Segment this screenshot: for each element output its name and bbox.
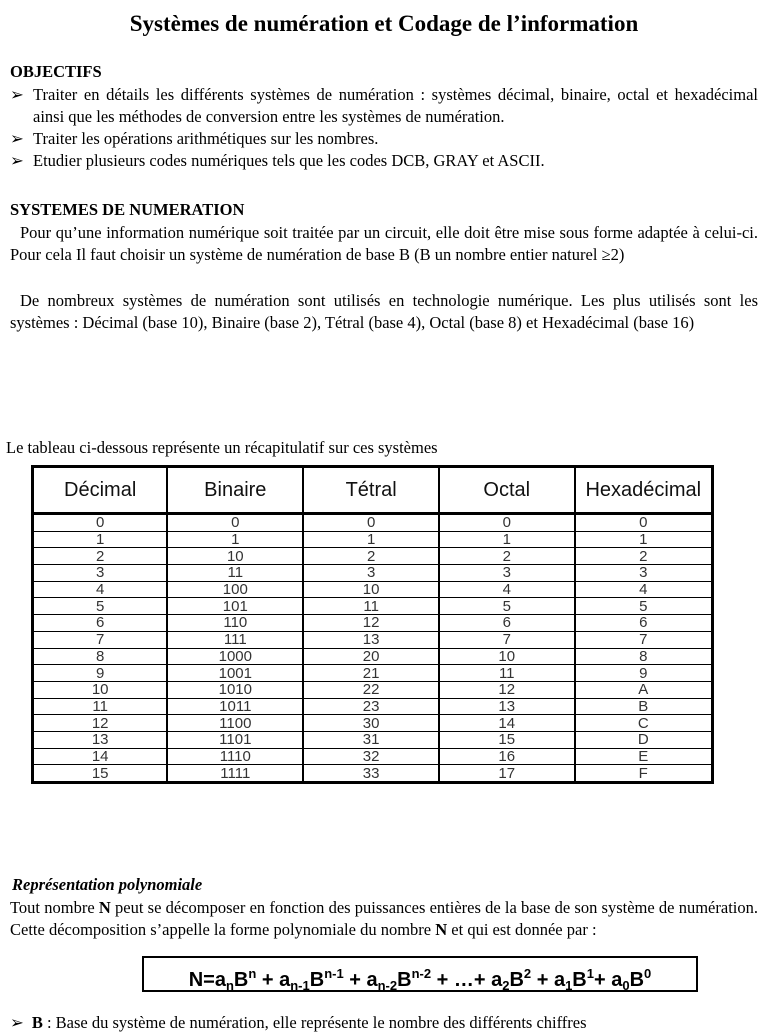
table-cell-decimal: 9 [33, 665, 168, 682]
page-title: Systèmes de numération et Codage de l’information [129, 11, 639, 36]
column-header-tetral: Tétral [303, 467, 439, 514]
table-cell-tetral: 22 [303, 681, 439, 698]
formula-coef-index: 0 [622, 978, 630, 993]
table-row [33, 648, 713, 665]
table-cell-tetral: 33 [303, 765, 439, 783]
formula-base: B [309, 969, 325, 991]
table-cell-binaire: 0 [167, 514, 303, 532]
column-header-octal: Octal [439, 467, 575, 514]
table-cell-hexadecimal: E [575, 748, 713, 765]
table-cell-binaire: 1011 [167, 698, 303, 715]
table-row [33, 681, 713, 698]
table-cell-hexadecimal: C [575, 715, 713, 732]
table-cell-hexadecimal: A [575, 681, 713, 698]
formula-base: B [572, 969, 587, 991]
table-cell-octal: 4 [439, 581, 575, 598]
formula-coef: a [491, 969, 503, 991]
arrow-bullet-icon: ➢ [10, 151, 24, 170]
table-cell-binaire: 1111 [167, 765, 303, 783]
table-cell-tetral: 2 [303, 548, 439, 565]
formula-coef: a [214, 969, 226, 991]
formula-exponent: 0 [644, 966, 652, 981]
table-cell-hexadecimal: D [575, 731, 713, 748]
table-cell-decimal: 7 [33, 631, 168, 648]
objectif-text: Traiter les opérations arithmétiques sur les nombres. [33, 129, 379, 148]
table-header-row [33, 467, 713, 514]
table-cell-tetral: 11 [303, 598, 439, 615]
table-cell-binaire: 101 [167, 598, 303, 615]
table-cell-octal: 0 [439, 514, 575, 532]
arrow-bullet-icon: ➢ [10, 129, 24, 148]
table-cell-binaire: 1 [167, 531, 303, 548]
table-cell-binaire: 11 [167, 565, 303, 582]
table-row [33, 715, 713, 732]
table-cell-octal: 1 [439, 531, 575, 548]
table-cell-octal: 12 [439, 681, 575, 698]
formula-operator: + [593, 969, 612, 991]
formula-lhs: N= [188, 969, 215, 991]
table-cell-binaire: 110 [167, 615, 303, 632]
formula-base: B [233, 969, 249, 991]
table-row [33, 748, 713, 765]
table-cell-octal: 15 [439, 731, 575, 748]
formula-operator: + …+ [431, 969, 492, 991]
table-cell-binaire: 10 [167, 548, 303, 565]
table-cell-octal: 13 [439, 698, 575, 715]
table-row [33, 565, 713, 582]
formula-coef: a [366, 969, 378, 991]
table-row [33, 598, 713, 615]
list-item [10, 150, 758, 172]
objectifs-list [10, 84, 758, 172]
arrow-bullet-icon: ➢ [10, 1013, 24, 1032]
table-cell-tetral: 32 [303, 748, 439, 765]
formula-exponent: 1 [586, 966, 594, 981]
objectif-text: Etudier plusieurs codes numériques tels que les codes DCB, GRAY et ASCII. [33, 151, 545, 170]
table-cell-decimal: 12 [33, 715, 168, 732]
table-cell-octal: 7 [439, 631, 575, 648]
table-cell-binaire: 100 [167, 581, 303, 598]
table-row [33, 731, 713, 748]
table-cell-hexadecimal: 6 [575, 615, 713, 632]
table-cell-tetral: 12 [303, 615, 439, 632]
list-item [10, 128, 758, 150]
systemes-paragraph-2: De nombreux systèmes de numération sont utilisés en technologie numérique. Les plus utilisés sont les systèmes : Décimal (base 10), Binaire (base 2), Tétral (base 4), Octal (base 8) et Hexadécimal (base 16) [10, 291, 758, 332]
table-row [33, 531, 713, 548]
table-cell-binaire: 1010 [167, 681, 303, 698]
table-cell-decimal: 6 [33, 615, 168, 632]
formula-base: B [629, 969, 645, 991]
representation-paragraph [10, 897, 758, 941]
table-cell-hexadecimal: 2 [575, 548, 713, 565]
formula-exponent: n-2 [411, 966, 432, 981]
formula-coef-index: n-1 [290, 978, 310, 993]
table-cell-decimal: 11 [33, 698, 168, 715]
table-cell-octal: 11 [439, 665, 575, 682]
formula-base: B [397, 969, 412, 991]
table-body [33, 514, 713, 783]
table-cell-decimal: 1 [33, 531, 168, 548]
formula-coef: a [279, 969, 291, 991]
formula-coef-index: 1 [565, 978, 573, 993]
formula-coef-index: n-2 [377, 978, 398, 993]
table-intro: Le tableau ci-dessous représente un récapitulatif sur ces systèmes [6, 438, 438, 457]
table-cell-tetral: 1 [303, 531, 439, 548]
table-cell-hexadecimal: 8 [575, 648, 713, 665]
formula-coef: a [611, 969, 623, 991]
systemes-paragraph-1: Pour qu’une information numérique soit traitée par un circuit, elle doit être mise sous forme adaptée à celui-ci. Pour cela Il faut choisir un système de numération de base B (B un nombre entier naturel ≥2) [10, 223, 758, 264]
objectifs-heading: OBJECTIFS [10, 62, 102, 81]
table-row [33, 765, 713, 783]
table-cell-octal: 17 [439, 765, 575, 783]
formula-coef: a [553, 969, 566, 991]
bottom-bullet-text: : Base du système de numération, elle représente le nombre des différents chiffres [42, 1013, 587, 1032]
table-row [33, 615, 713, 632]
formula-exponent: n [248, 966, 257, 981]
table-cell-binaire: 1101 [167, 731, 303, 748]
table-row [33, 631, 713, 648]
table-cell-decimal: 8 [33, 648, 168, 665]
polynomial-formula [142, 956, 698, 992]
arrow-bullet-icon: ➢ [10, 85, 24, 104]
table-cell-tetral: 20 [303, 648, 439, 665]
table-cell-hexadecimal: B [575, 698, 713, 715]
table-cell-tetral: 30 [303, 715, 439, 732]
table-cell-tetral: 31 [303, 731, 439, 748]
numeration-table [31, 465, 714, 784]
formula-operator: + [531, 969, 554, 991]
table-cell-octal: 3 [439, 565, 575, 582]
table-row [33, 665, 713, 682]
table-cell-binaire: 1110 [167, 748, 303, 765]
table-cell-octal: 16 [439, 748, 575, 765]
column-header-hexadecimal: Hexadécimal [575, 467, 713, 514]
table-cell-hexadecimal: 9 [575, 665, 713, 682]
formula-exponent: 2 [523, 966, 532, 981]
symbol-n: N [435, 920, 448, 939]
bottom-bullet [10, 1012, 758, 1034]
table-cell-octal: 6 [439, 615, 575, 632]
table-cell-octal: 14 [439, 715, 575, 732]
table-row [33, 581, 713, 598]
representation-text: peut se décomposer en fonction des puissances entières de la base de son système de numération. Cette décomposition s’appelle la forme polynomiale du nombre [10, 898, 758, 939]
formula-terms [214, 966, 652, 993]
formula-operator: + [343, 969, 367, 991]
table-cell-tetral: 21 [303, 665, 439, 682]
table-cell-binaire: 1001 [167, 665, 303, 682]
table-cell-binaire: 1000 [167, 648, 303, 665]
table-cell-hexadecimal: 0 [575, 514, 713, 532]
table-cell-tetral: 23 [303, 698, 439, 715]
table-cell-binaire: 111 [167, 631, 303, 648]
table-cell-decimal: 13 [33, 731, 168, 748]
representation-text: Tout nombre [10, 898, 99, 917]
table-cell-tetral: 10 [303, 581, 439, 598]
table-cell-tetral: 3 [303, 565, 439, 582]
table-cell-decimal: 5 [33, 598, 168, 615]
table-cell-decimal: 15 [33, 765, 168, 783]
representation-heading: Représentation polynomiale [12, 875, 203, 894]
table-cell-decimal: 3 [33, 565, 168, 582]
table-cell-decimal: 14 [33, 748, 168, 765]
formula-base: B [509, 969, 524, 991]
systemes-heading: SYSTEMES DE NUMERATION [10, 200, 245, 219]
table-cell-decimal: 0 [33, 514, 168, 532]
formula-coef-index: 2 [502, 978, 510, 993]
table-cell-tetral: 13 [303, 631, 439, 648]
column-header-binaire: Binaire [167, 467, 303, 514]
table-row [33, 698, 713, 715]
objectif-text: Traiter en détails les différents systèmes de numération : systèmes décimal, binaire, octal et hexadécimal ainsi que les méthodes de conversion entre les systèmes de numération. [33, 85, 758, 126]
table-cell-binaire: 1100 [167, 715, 303, 732]
table-cell-decimal: 10 [33, 681, 168, 698]
table-cell-octal: 5 [439, 598, 575, 615]
formula-exponent: n-1 [324, 966, 344, 981]
column-header-decimal: Décimal [33, 467, 168, 514]
symbol-n: N [98, 898, 111, 917]
table-cell-decimal: 2 [33, 548, 168, 565]
symbol-b: B [31, 1013, 43, 1032]
representation-text: et qui est donnée par : [447, 920, 597, 939]
formula-operator: + [256, 969, 280, 991]
table-cell-hexadecimal: 4 [575, 581, 713, 598]
table-cell-decimal: 4 [33, 581, 168, 598]
table-cell-hexadecimal: 1 [575, 531, 713, 548]
table-cell-hexadecimal: 3 [575, 565, 713, 582]
table-cell-octal: 10 [439, 648, 575, 665]
table-cell-hexadecimal: 5 [575, 598, 713, 615]
formula-coef-index: n [225, 978, 234, 993]
table-cell-hexadecimal: F [575, 765, 713, 783]
table-row [33, 514, 713, 532]
table-row [33, 548, 713, 565]
table-cell-hexadecimal: 7 [575, 631, 713, 648]
table-cell-tetral: 0 [303, 514, 439, 532]
list-item [10, 84, 758, 128]
table-cell-octal: 2 [439, 548, 575, 565]
